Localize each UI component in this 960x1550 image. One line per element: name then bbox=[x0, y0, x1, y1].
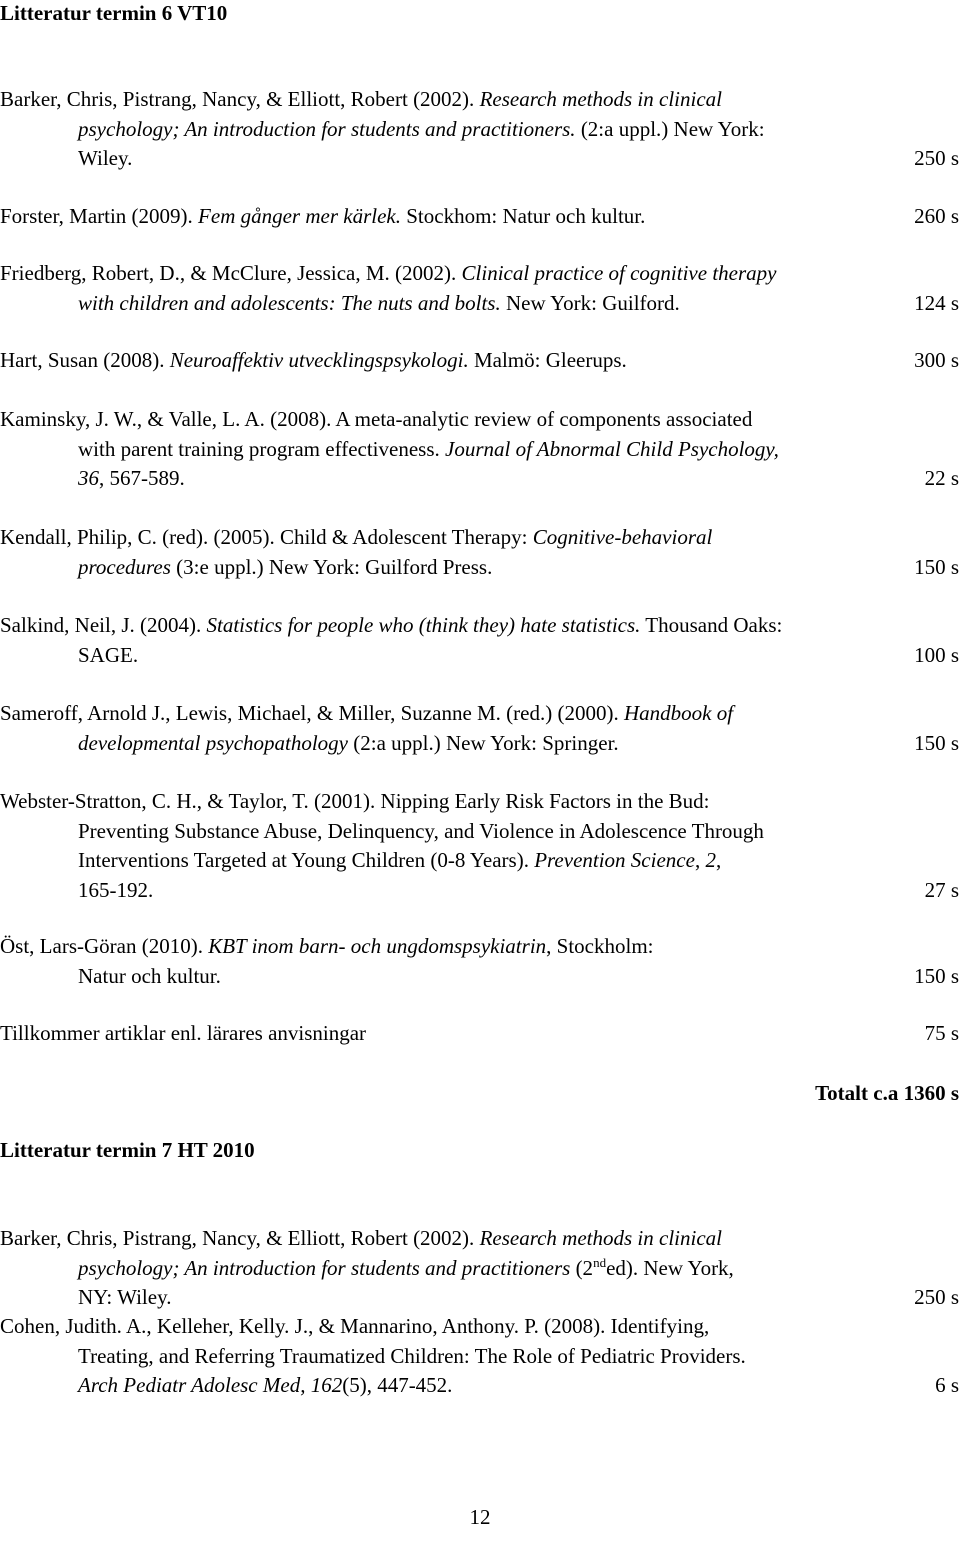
reference-line bbox=[78, 963, 221, 989]
page-count: 22 s bbox=[924, 466, 959, 490]
reference-line bbox=[0, 1313, 709, 1339]
page-count: 260 s bbox=[914, 204, 959, 228]
page-count: 27 s bbox=[924, 877, 959, 902]
reference-line bbox=[78, 847, 721, 873]
reference-text: Kendall, Philip, C. (red). (2005). Child & Adolescent Therapy: bbox=[0, 525, 533, 549]
reference-italic-text: psychology; An introduction for students and practitioners bbox=[78, 1255, 571, 1280]
reference-italic-text: Prevention Science bbox=[534, 848, 695, 872]
reference-text: SAGE. bbox=[78, 642, 139, 667]
reference-text: , bbox=[715, 848, 722, 872]
reference-text: , bbox=[694, 848, 706, 872]
reference-text: Tillkommer artiklar enl. lärares anvisningar bbox=[0, 1021, 367, 1045]
reference-line bbox=[0, 788, 710, 814]
reference-text: (2:a uppl.) New York: Springer. bbox=[348, 730, 619, 755]
reference-line bbox=[0, 86, 722, 112]
section-heading-termin-7: Litteratur termin 7 HT 2010 bbox=[0, 1138, 255, 1162]
reference-text: ed). New York, bbox=[606, 1255, 734, 1280]
reference-italic-text: KBT inom barn- och ungdomspsykiatrin bbox=[208, 934, 547, 958]
page-count: 6 s bbox=[935, 1373, 959, 1397]
reference-superscript: nd bbox=[593, 1254, 607, 1270]
reference-line bbox=[78, 1343, 746, 1369]
reference-italic-text: Cognitive-behavioral bbox=[532, 525, 713, 549]
reference-line bbox=[78, 877, 153, 903]
reference-text: Kaminsky, J. W., & Valle, L. A. (2008). A meta-analytic review of components associated bbox=[0, 407, 753, 431]
reference-text: Natur och kultur. bbox=[78, 963, 221, 988]
reference-line bbox=[78, 1372, 452, 1398]
reference-italic-text: Journal of Abnormal Child Psychology, bbox=[445, 436, 779, 461]
reference-italic-text: developmental psychopathology bbox=[78, 730, 349, 755]
reference-italic-text: Statistics for people who (think they) hate statistics. bbox=[206, 613, 641, 637]
reference-line bbox=[78, 1284, 171, 1310]
reference-line bbox=[0, 700, 733, 726]
reference-line bbox=[0, 1225, 722, 1251]
reference-text: (2:a uppl.) New York: bbox=[575, 116, 765, 141]
reference-line bbox=[0, 933, 654, 959]
reference-line bbox=[78, 145, 132, 171]
reference-text: Treating, and Referring Traumatized Children: The Role of Pediatric Providers. bbox=[78, 1343, 746, 1368]
reference-text: Öst, Lars-Göran (2010). bbox=[0, 934, 209, 958]
reference-text: Cohen, Judith. A., Kelleher, Kelly. J., & Mannarino, Anthony. P. (2008). Identifying, bbox=[0, 1314, 710, 1338]
page-count: 250 s bbox=[914, 1285, 959, 1309]
reference-line bbox=[78, 818, 764, 844]
reference-italic-text: Handbook of bbox=[623, 701, 734, 725]
reference-line bbox=[78, 290, 680, 316]
page-count: 100 s bbox=[914, 642, 959, 667]
reference-italic-text: Arch Pediatr Adolesc Med, 162 bbox=[78, 1373, 343, 1397]
reference-text: (3:e uppl.) New York: Guilford Press. bbox=[170, 554, 493, 579]
reference-text: Hart, Susan (2008). bbox=[0, 348, 170, 372]
reference-line bbox=[78, 554, 492, 580]
section-heading-termin-6: Litteratur termin 6 VT10 bbox=[0, 1, 228, 25]
reference-text: Sameroff, Arnold J., Lewis, Michael, & Miller, Suzanne M. (red.) (2000). bbox=[0, 701, 624, 725]
reference-text: Forster, Martin (2009). bbox=[0, 204, 199, 228]
reference-italic-text: Research methods in clinical bbox=[479, 87, 722, 111]
reference-line bbox=[78, 116, 765, 142]
reference-text: (2 bbox=[570, 1255, 594, 1280]
page-count: 300 s bbox=[914, 348, 959, 372]
reference-text: Thousand Oaks: bbox=[640, 613, 783, 637]
page-count: 150 s bbox=[914, 963, 959, 988]
reference-text: , Stockholm: bbox=[546, 934, 654, 958]
reference-line bbox=[0, 612, 782, 638]
reference-italic-text: Research methods in clinical bbox=[479, 1226, 722, 1250]
reference-text: Barker, Chris, Pistrang, Nancy, & Elliott, Robert (2002). bbox=[0, 1226, 480, 1250]
reference-line bbox=[78, 465, 185, 491]
reference-line bbox=[0, 260, 776, 286]
page-count: 124 s bbox=[914, 290, 959, 315]
reference-italic-text: psychology; An introduction for students and practitioners. bbox=[78, 116, 576, 141]
page-count: 150 s bbox=[914, 554, 959, 579]
reference-text: Preventing Substance Abuse, Delinquency, and Violence in Adolescence Through bbox=[78, 818, 764, 843]
reference-text: Wiley. bbox=[78, 146, 133, 170]
reference-italic-text: Neuroaffektiv utvecklingspsykologi. bbox=[169, 348, 469, 372]
reference-italic-text: with children and adolescents: The nuts and bolts. bbox=[78, 290, 501, 315]
reference-text: New York: Guilford. bbox=[500, 290, 680, 315]
reference-italic-text: Fem gånger mer kärlek. bbox=[198, 204, 401, 228]
reference-text: Barker, Chris, Pistrang, Nancy, & Elliott, Robert (2002). bbox=[0, 87, 480, 111]
total-pages: Totalt c.a 1360 s bbox=[815, 1081, 959, 1105]
reference-italic-text: procedures bbox=[78, 554, 171, 579]
reference-line bbox=[0, 524, 712, 550]
reference-line bbox=[78, 730, 619, 756]
reference-line bbox=[0, 347, 627, 373]
reference-text: with parent training program effectiveness. bbox=[78, 436, 445, 461]
reference-italic-text: 2 bbox=[705, 848, 716, 872]
reference-text: Friedberg, Robert, D., & McClure, Jessica, M. (2002). bbox=[0, 261, 462, 285]
reference-line bbox=[78, 436, 779, 462]
reference-italic-text: Clinical practice of cognitive therapy bbox=[461, 261, 777, 285]
page-count: 75 s bbox=[924, 1021, 959, 1045]
page-count: 150 s bbox=[914, 730, 959, 755]
reference-line bbox=[0, 406, 752, 432]
reference-text: Interventions Targeted at Young Children (0-8 Years). bbox=[78, 848, 535, 872]
page-count: 250 s bbox=[914, 146, 959, 170]
reference-italic-text: 36 bbox=[78, 466, 99, 490]
reference-text: Stockhom: Natur och kultur. bbox=[400, 204, 646, 228]
reference-text: 165-192. bbox=[78, 877, 154, 902]
reference-text: (5), 447-452. bbox=[342, 1373, 453, 1397]
reference-line bbox=[0, 1020, 366, 1046]
reference-text: , 567-589. bbox=[99, 466, 185, 490]
reference-text: Salkind, Neil, J. (2004). bbox=[0, 613, 207, 637]
page-number: 12 bbox=[469, 1505, 491, 1529]
reference-line bbox=[78, 1255, 734, 1281]
reference-line bbox=[0, 203, 645, 229]
reference-text: Malmö: Gleerups. bbox=[468, 348, 627, 372]
reference-text: Webster-Stratton, C. H., & Taylor, T. (2001). Nipping Early Risk Factors in the Bud: bbox=[0, 789, 710, 813]
reference-line bbox=[78, 642, 138, 668]
reference-text: NY: Wiley. bbox=[78, 1285, 172, 1309]
